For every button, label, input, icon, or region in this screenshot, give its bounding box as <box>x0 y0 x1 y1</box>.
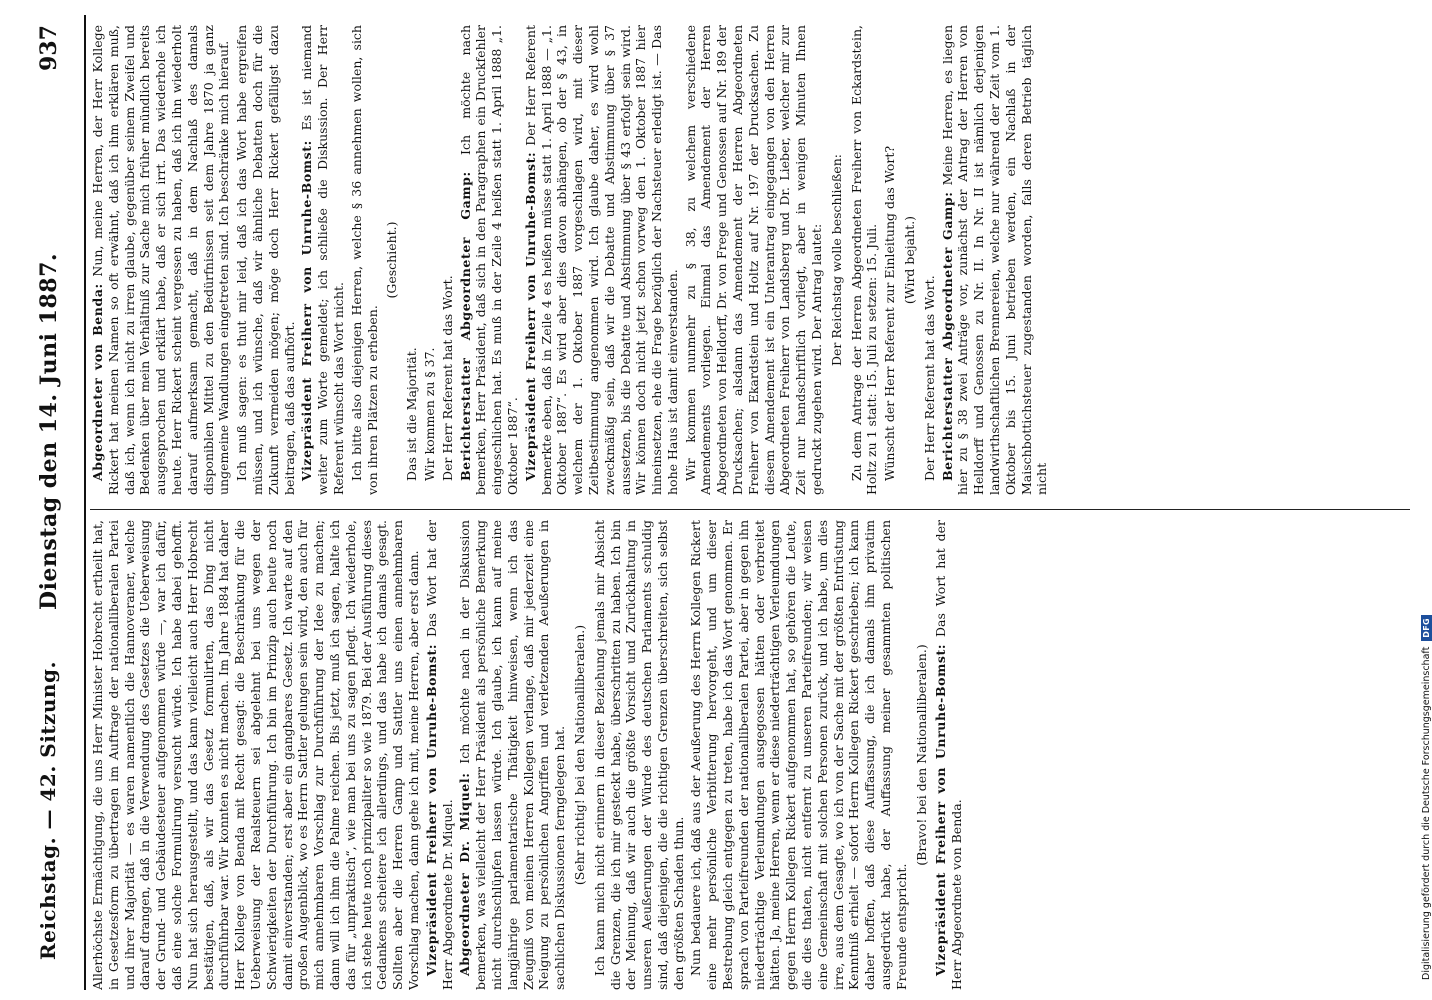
right-column <box>90 25 1420 495</box>
motion-line: Der Reichstag wolle beschließen: <box>828 154 844 366</box>
speaker-name: Abgeordneter Dr. Miquel: <box>457 772 473 976</box>
speaker-name: Abgeordneter von Benda: <box>90 283 105 481</box>
paragraph: Wir kommen nunmehr zu § 38, zu welchem verschiedene Amendements vorliegen. Einmal das Amendement der Herren Abgeordneten von Helldorff, Dr. von Frege und Genossen auf Nr. 189 der Drucksachen; alsdann das Amendement der Herren Abgeordneten Freiherr von Ekardstein und Holtz auf Nr. 197 der Drucksachen. Zu diesem Amendement ist ein Unterantrag eingegangen von den Herren Abgeordneten Freiherr von Landsberg und Dr. Lieber, welcher mir zur Zeit nur handschriftlich vorliegt, aber in wenigen Minuten Ihnen gedruckt zugehen wird. Der Antrag lautet: <box>682 25 825 495</box>
speech-text: Meine Herren, es liegen hier zu § 38 zwei Anträge vor, zunächst der Antrag der Herren von Helldorff und Genossen zu Nr. II. In Nr. II ist nämlich derjenigen landwirthschaftlichen Brennereien, welche nur während der Zeit vom 1. Oktober bis 15. Juni betrieben werden, ein Nachlaß in der Maischbottichsteuer zugestanden worden, falls deren Betrieb täglich nicht <box>939 25 1050 495</box>
footer-credit: Digitalisierung gefördert durch die Deutsche Forschungsgemeinschaft <box>1420 646 1432 980</box>
paragraph <box>457 520 568 990</box>
paragraph <box>940 25 1051 495</box>
paragraph: Ich muß sagen: es thut mir leid, daß ich das Wort habe ergreifen müssen, und ich wünsche, daß wir ähnliche Debatten doch für die Zukunft vermeiden mögen; möge doch Herr Rickert gefälligst dazu beitragen, daß das aufhört. <box>234 25 297 495</box>
speaker-name: Berichterstatter Abgeordneter Gamp: <box>939 191 955 481</box>
header-date-title: Dienstag den 14. Juni 1887. <box>36 252 62 610</box>
column-divider <box>90 509 1410 510</box>
paragraph <box>299 25 346 495</box>
speech-text: Ich möchte nach in der Diskussion bemerken, was vielleicht der Herr Präsident als persönliche Bemerkung nicht durchschlüpfen lassen würde. Ich glaube, ich kann auf meine langjährige parlamentarische Thätigkeit hinweisen, wenn ich das Zeugniß von meinen Herren Kollegen verlange, daß mir jederzeit eine Neigung zu persönlichen Angriffen und verletzenden Aeußerungen in sachlichen Diskussionen ferngelegen hat. <box>457 520 568 990</box>
paragraph <box>458 25 521 495</box>
page-number: 937 <box>36 25 62 71</box>
reaction: (Wird bejaht.) <box>902 215 918 305</box>
speaker-name: Berichterstatter Abgeordneter Gamp: <box>457 171 473 481</box>
reaction: (Bravo! bei den Nationalliberalen.) <box>913 644 929 866</box>
paragraph <box>424 520 456 990</box>
paragraph: Zu dem Antrage der Herren Abgeordneten Freiherr von Eckardstein, Holtz zu 1 statt: 15. Juli zu setzen: 15. Juli. <box>848 25 880 495</box>
paragraph: Ich kann mich nicht erinnern in dieser Beziehung jemals mir Absicht die Grenzen, die ich mir gesteckt habe, überschritten zu haben. Ich bin der Meinung, daß wir auch die größte Vorsicht und Zurückhaltung in unseren Aeußerungen der Würde des deutschen Parlaments schuldig sind, daß diejenigen, die die richtigen Grenzen überschreiten, sich selbst den größten Schaden thun. <box>591 520 686 990</box>
digitization-footer <box>1416 20 1432 980</box>
speech-text: Das Wort hat der Herr Abgeordnete von Benda. <box>933 520 965 990</box>
paragraph: Das ist die Majorität. <box>404 347 420 481</box>
speech-text: Es ist niemand weiter zum Worte gemeldet; ich schließe die Diskussion. Der Herr Referent wünscht das Wort nicht. <box>299 25 346 495</box>
reaction: (Geschieht.) <box>384 221 400 299</box>
paragraph: Wir kommen zu § 37. <box>421 347 437 481</box>
speech-text: Nun, meine Herren, der Herr Kollege Rickert hat meinen Namen so oft erwähnt, daß ich ihm erklären muß, daß ich, wenn ich nicht zu irren glaube, gegenüber seinem Zweifel und Bedenken über mein Verhältniß zur Sache mich früher mündlich bereits ausgesprochen und erklärt habe, daß er sich irrt. Das wiederhole ich heute. Herr Rickert scheint vergessen zu haben, daß ich ihn wiederholt darauf aufmerksam gemacht, daß in dem Nachlaß des damals disponiblen Mittel zu den Bedürfnissen seit dem Jahre 1870 ja ganz ungemeine Wandlungen eingetreten sind. Ich beschränke mich hierauf. <box>90 25 232 495</box>
speaker-name: Vizepräsident Freiherr von Unruhe-Bomst: <box>423 643 439 976</box>
dfg-logo: DFG <box>1421 615 1432 641</box>
paragraph: Der Herr Referent hat das Wort. <box>921 275 937 481</box>
header-left-title: Reichstag. — 42. Sitzung. <box>36 661 60 960</box>
footer-text-row <box>1418 20 1432 980</box>
reaction: (Sehr richtig! bei den Nationalliberalen.) <box>571 624 587 886</box>
paragraph: Ich bitte also diejenigen Herren, welche § 36 annehmen wollen, sich von ihren Plätzen zu erheben. <box>348 25 380 495</box>
speaker-name: Vizepräsident Freiherr von Unruhe-Bomst: <box>933 643 949 976</box>
paragraph: Der Herr Referent hat das Wort. <box>439 275 455 481</box>
speaker-name: Vizepräsident Freiherr von Unruhe-Bomst: <box>299 140 315 481</box>
paragraph: Wünscht der Herr Referent zur Einleitung das Wort? <box>882 145 898 481</box>
left-column <box>90 520 1420 990</box>
paragraph <box>933 520 965 990</box>
speech-text: Der Herr Referent bemerkte eben, daß in Zeile 4 es heißen müsse statt 1. April 1888 — „1. Oktober 1887“. Es wird aber dies davon abhängen, ob der § 43, in welchem der 1. Oktober 1887 vorgeschlagen wird, mit dieser Zeitbestimmung angenommen wird. Ich glaube daher, es wird wohl zweckmäßig sein, daß wir die Debatte und Abstimmung über § 37 aussetzen, bis die Debatte und Abstimmung über § 43 erfolgt sein wird. Wir können doch nicht jetzt schon vorweg den 1. Oktober 1887 hier hineinsetzen, ehe die Frage bezüglich der Nachsteuer erledigt ist. — Das hohe Haus ist damit einverstanden. <box>522 25 680 495</box>
speech-text: Das Wort hat der Herr Abgeordnete Dr. Miquel. <box>423 520 455 990</box>
speaker-name: Vizepräsident Freiherr von Unruhe-Bomst: <box>522 151 538 481</box>
paragraph <box>90 25 232 495</box>
paragraph <box>523 25 681 495</box>
paragraph: Nun bedauere ich, daß aus der Aeußerung des Herrn Kollegen Rickert eine mehr persönliche Verbitterung hervorgeht, und um dieser Bestrebung gleich entgegen zu treten, habe ich das Wort genommen. Er sprach von Parteifreunden der nationalliberalen Partei, aber in gegen ihn niederträchtige Verleumdungen ausgegossen hätten oder verbreitet hätten. Ja, meine Herren, wenn er diese niederträchtigen Verleumdungen gegen Herrn Kollegen Rickert aufgenommen hat, so gehören die Leute, die dies thaten, nicht entfernt zu unseren Parteifreunden; wir weisen eine Gemeinschaft mit solchen Personen zurück, und ich habe, um dies irre, aus dem Gesagte, wo ich von der Sache mit der größten Entrüstung Kenntniß erhielt — sofort Herrn Kollegen Rickert geschrieben; ich kann daher hoffen, daß diese Auffassung, die ich damals ihm privatim ausgedrückt habe, der Auffassung meiner gesammten politischen Freunde entspricht. <box>688 520 909 990</box>
speech-text: Ich möchte nach bemerken, Herr Präsident, daß sich in den Paragraphen ein Druckfehler eingeschlichen hat. Es muß in der Zeile 4 heißen statt 1. April 1888 „1. Oktober 1887“. <box>457 25 520 495</box>
page-header <box>4 15 86 990</box>
paragraph: Allerhöchste Ermächtigung, die uns Herr Minister Hobrecht ertheilt hat, in Gesetzesform zu übertragen im Auftrage der nationalliberalen Partei und ihrer Majorität — es waren namentlich die Hannoveraner, welche darauf drangen, daß in die Verwendung des Gesetzes die Ueberweisung der Grund- und Gebäudesteuer aufgenommen würde —, war ich dafür, daß eine solche Formulirung versucht würde. Ich habe dabei gehofft. Nun hat sich herausgestellt, und das kann vielleicht auch Herr Hobrecht bestätigen, daß, als wir das Gesetz formulirten, das Ding nicht durchführbar war. Wir konnten es nicht machen. Im Jahre 1884 hat daher Herr Kollege von Benda mit Recht gesagt: die Beschränkung für die Ueberweisung der Realsteuern sei abgelehnt bei uns wegen der Schwierigkeiten der Durchführung. Ich bin im Prinzip auch heute noch damit einverstanden; erst aber ein gangbares Gesetz. Ich warte auf den großen Augenblick, wo es Herrn Sattler gelungen sein wird, den auch für mich annehmbaren Vorschlag zur Durchführung der Idee zu machen; dann will ich ihm die Palme reichen. Bis jetzt, muß ich sagen, halte ich das für „unpraktisch“, wie man bei uns zu sagen pflegt. Ich wiederhole, ich stehe heute noch prinzipaliter so wie 1879. Bei der Ausführung dieses Gedankens scheitere ich allerdings, und das habe ich damals gesagt. Sollten aber die Herren Gamp und Sattler uns einen annehmbaren Vorschlag machen, dann gehe ich mit, meine Herren, aber erst dann. <box>90 520 421 990</box>
